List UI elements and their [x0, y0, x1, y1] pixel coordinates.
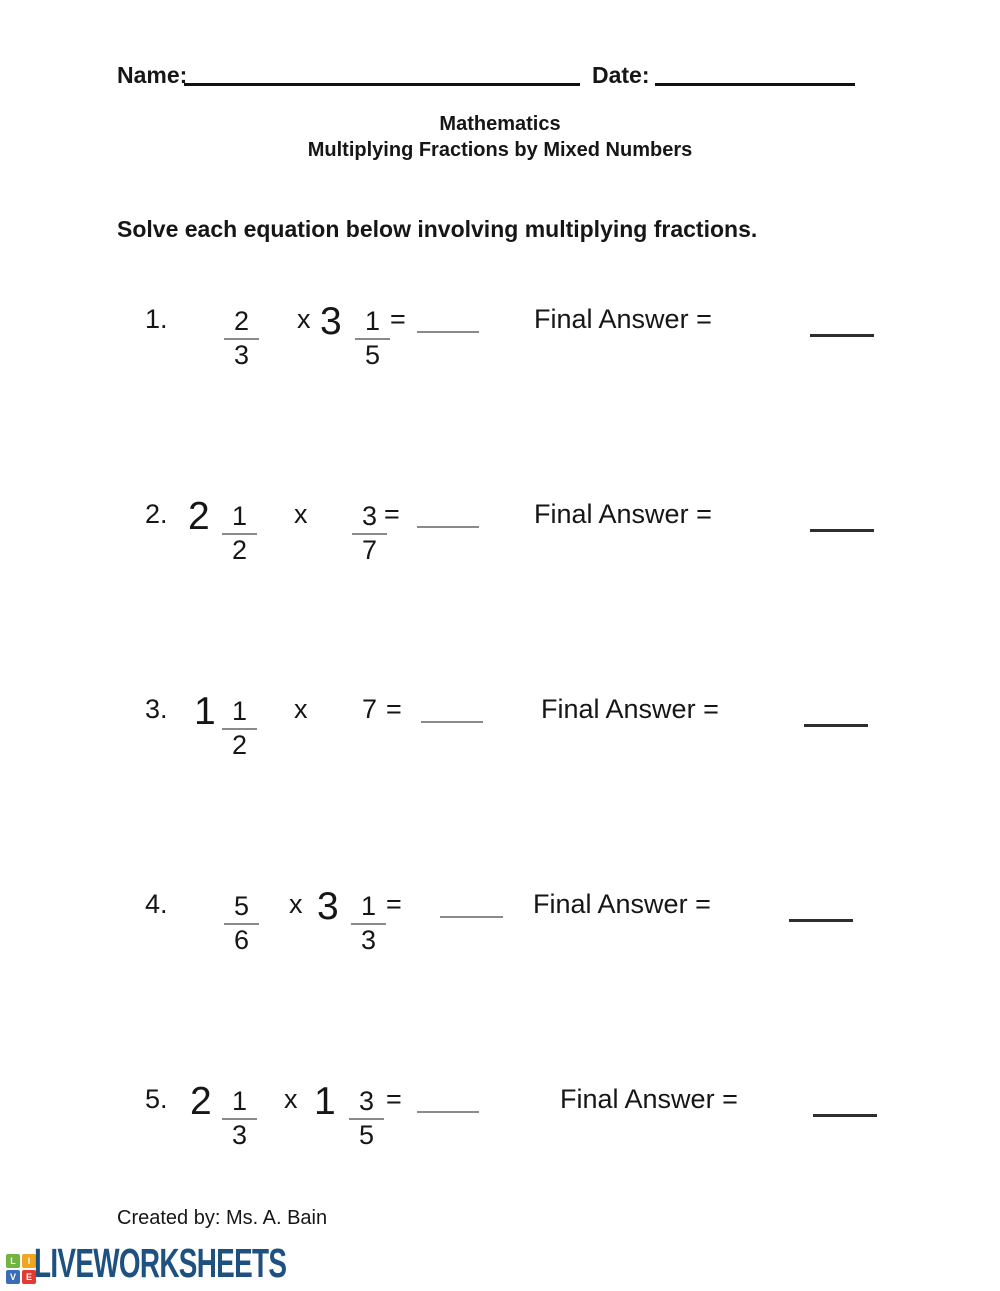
multiply-sign: x [294, 694, 308, 724]
fraction-numerator: 1 [222, 1087, 257, 1120]
whole-number: 3 [317, 885, 339, 928]
liveworksheets-logo-text: LIVEWORKSHEETS [34, 1240, 287, 1286]
fraction-numerator: 5 [224, 892, 259, 925]
problem-number: 5. [145, 1084, 168, 1114]
equals-sign: = [386, 694, 402, 724]
worksheet-title: Multiplying Fractions by Mixed Numbers [307, 139, 693, 161]
fraction-denominator: 3 [361, 925, 377, 955]
final-answer-label: Final Answer = [541, 694, 719, 724]
fraction-denominator: 7 [362, 535, 378, 565]
fraction-denominator: 2 [232, 535, 248, 565]
equals-sign: = [384, 499, 400, 529]
multiply-sign: x [284, 1084, 298, 1114]
final-answer-label: Final Answer = [560, 1084, 738, 1114]
problem-row-3 [0, 690, 1000, 781]
logo-square-i-icon: I [22, 1254, 36, 1268]
fraction-denominator: 6 [234, 925, 250, 955]
date-blank-line[interactable] [655, 60, 855, 86]
final-answer-blank[interactable] [804, 699, 868, 727]
fraction-numerator: 3 [349, 1087, 384, 1120]
name-blank-line[interactable] [184, 60, 580, 86]
multiply-sign: x [297, 304, 311, 334]
fraction [222, 502, 257, 564]
fraction-denominator: 5 [359, 1120, 375, 1150]
fraction [224, 892, 259, 954]
final-answer-label: Final Answer = [534, 304, 712, 334]
fraction [222, 697, 257, 759]
logo-square-v-icon: V [6, 1270, 20, 1284]
problem-row-5 [0, 1080, 1000, 1171]
logo-square-e-icon: E [22, 1270, 36, 1284]
final-answer-blank[interactable] [789, 894, 853, 922]
final-answer-blank[interactable] [810, 504, 874, 532]
fraction-numerator: 3 [352, 502, 387, 535]
problem-number: 4. [145, 889, 168, 919]
equals-sign: = [386, 1084, 402, 1114]
final-answer-label: Final Answer = [534, 499, 712, 529]
fraction-numerator: 1 [222, 502, 257, 535]
whole-number: 2 [188, 495, 210, 538]
problem-number: 2. [145, 499, 168, 529]
logo-square-l-icon: L [6, 1254, 20, 1268]
whole-number: 2 [190, 1080, 212, 1123]
fraction-numerator: 2 [224, 307, 259, 340]
final-answer-label: Final Answer = [533, 889, 711, 919]
problem-row-1 [0, 300, 1000, 391]
fraction [349, 1087, 384, 1149]
answer-blank[interactable] [421, 695, 483, 723]
name-label: Name: [117, 62, 188, 88]
problem-row-4 [0, 885, 1000, 976]
fraction [355, 307, 390, 369]
answer-blank[interactable] [417, 500, 479, 528]
fraction-denominator: 3 [234, 340, 250, 370]
problem-number: 3. [145, 694, 168, 724]
answer-blank[interactable] [417, 1085, 479, 1113]
created-by-credit: Created by: Ms. A. Bain [117, 1207, 328, 1229]
equals-sign: = [386, 889, 402, 919]
whole-number: 1 [314, 1080, 336, 1123]
whole-number: 1 [194, 690, 216, 733]
final-answer-blank[interactable] [810, 309, 874, 337]
final-answer-blank[interactable] [813, 1089, 877, 1117]
whole-number: 7 [362, 694, 378, 724]
date-label: Date: [592, 62, 650, 88]
instructions-text: Solve each equation below involving multiplying fractions. [117, 216, 758, 242]
fraction-numerator: 1 [351, 892, 386, 925]
fraction-numerator: 1 [355, 307, 390, 340]
fraction-denominator: 3 [232, 1120, 248, 1150]
fraction [222, 1087, 257, 1149]
worksheet-subject: Mathematics [439, 113, 561, 135]
answer-blank[interactable] [417, 305, 479, 333]
problem-row-2 [0, 495, 1000, 586]
equals-sign: = [390, 304, 406, 334]
fraction [352, 502, 387, 564]
multiply-sign: x [289, 889, 303, 919]
answer-blank[interactable] [440, 890, 503, 918]
whole-number: 3 [320, 300, 342, 343]
problem-number: 1. [145, 304, 168, 334]
multiply-sign: x [294, 499, 308, 529]
fraction [351, 892, 386, 954]
fraction-denominator: 2 [232, 730, 248, 760]
fraction [224, 307, 259, 369]
fraction-numerator: 1 [222, 697, 257, 730]
fraction-denominator: 5 [365, 340, 381, 370]
liveworksheets-icon [6, 1254, 36, 1284]
